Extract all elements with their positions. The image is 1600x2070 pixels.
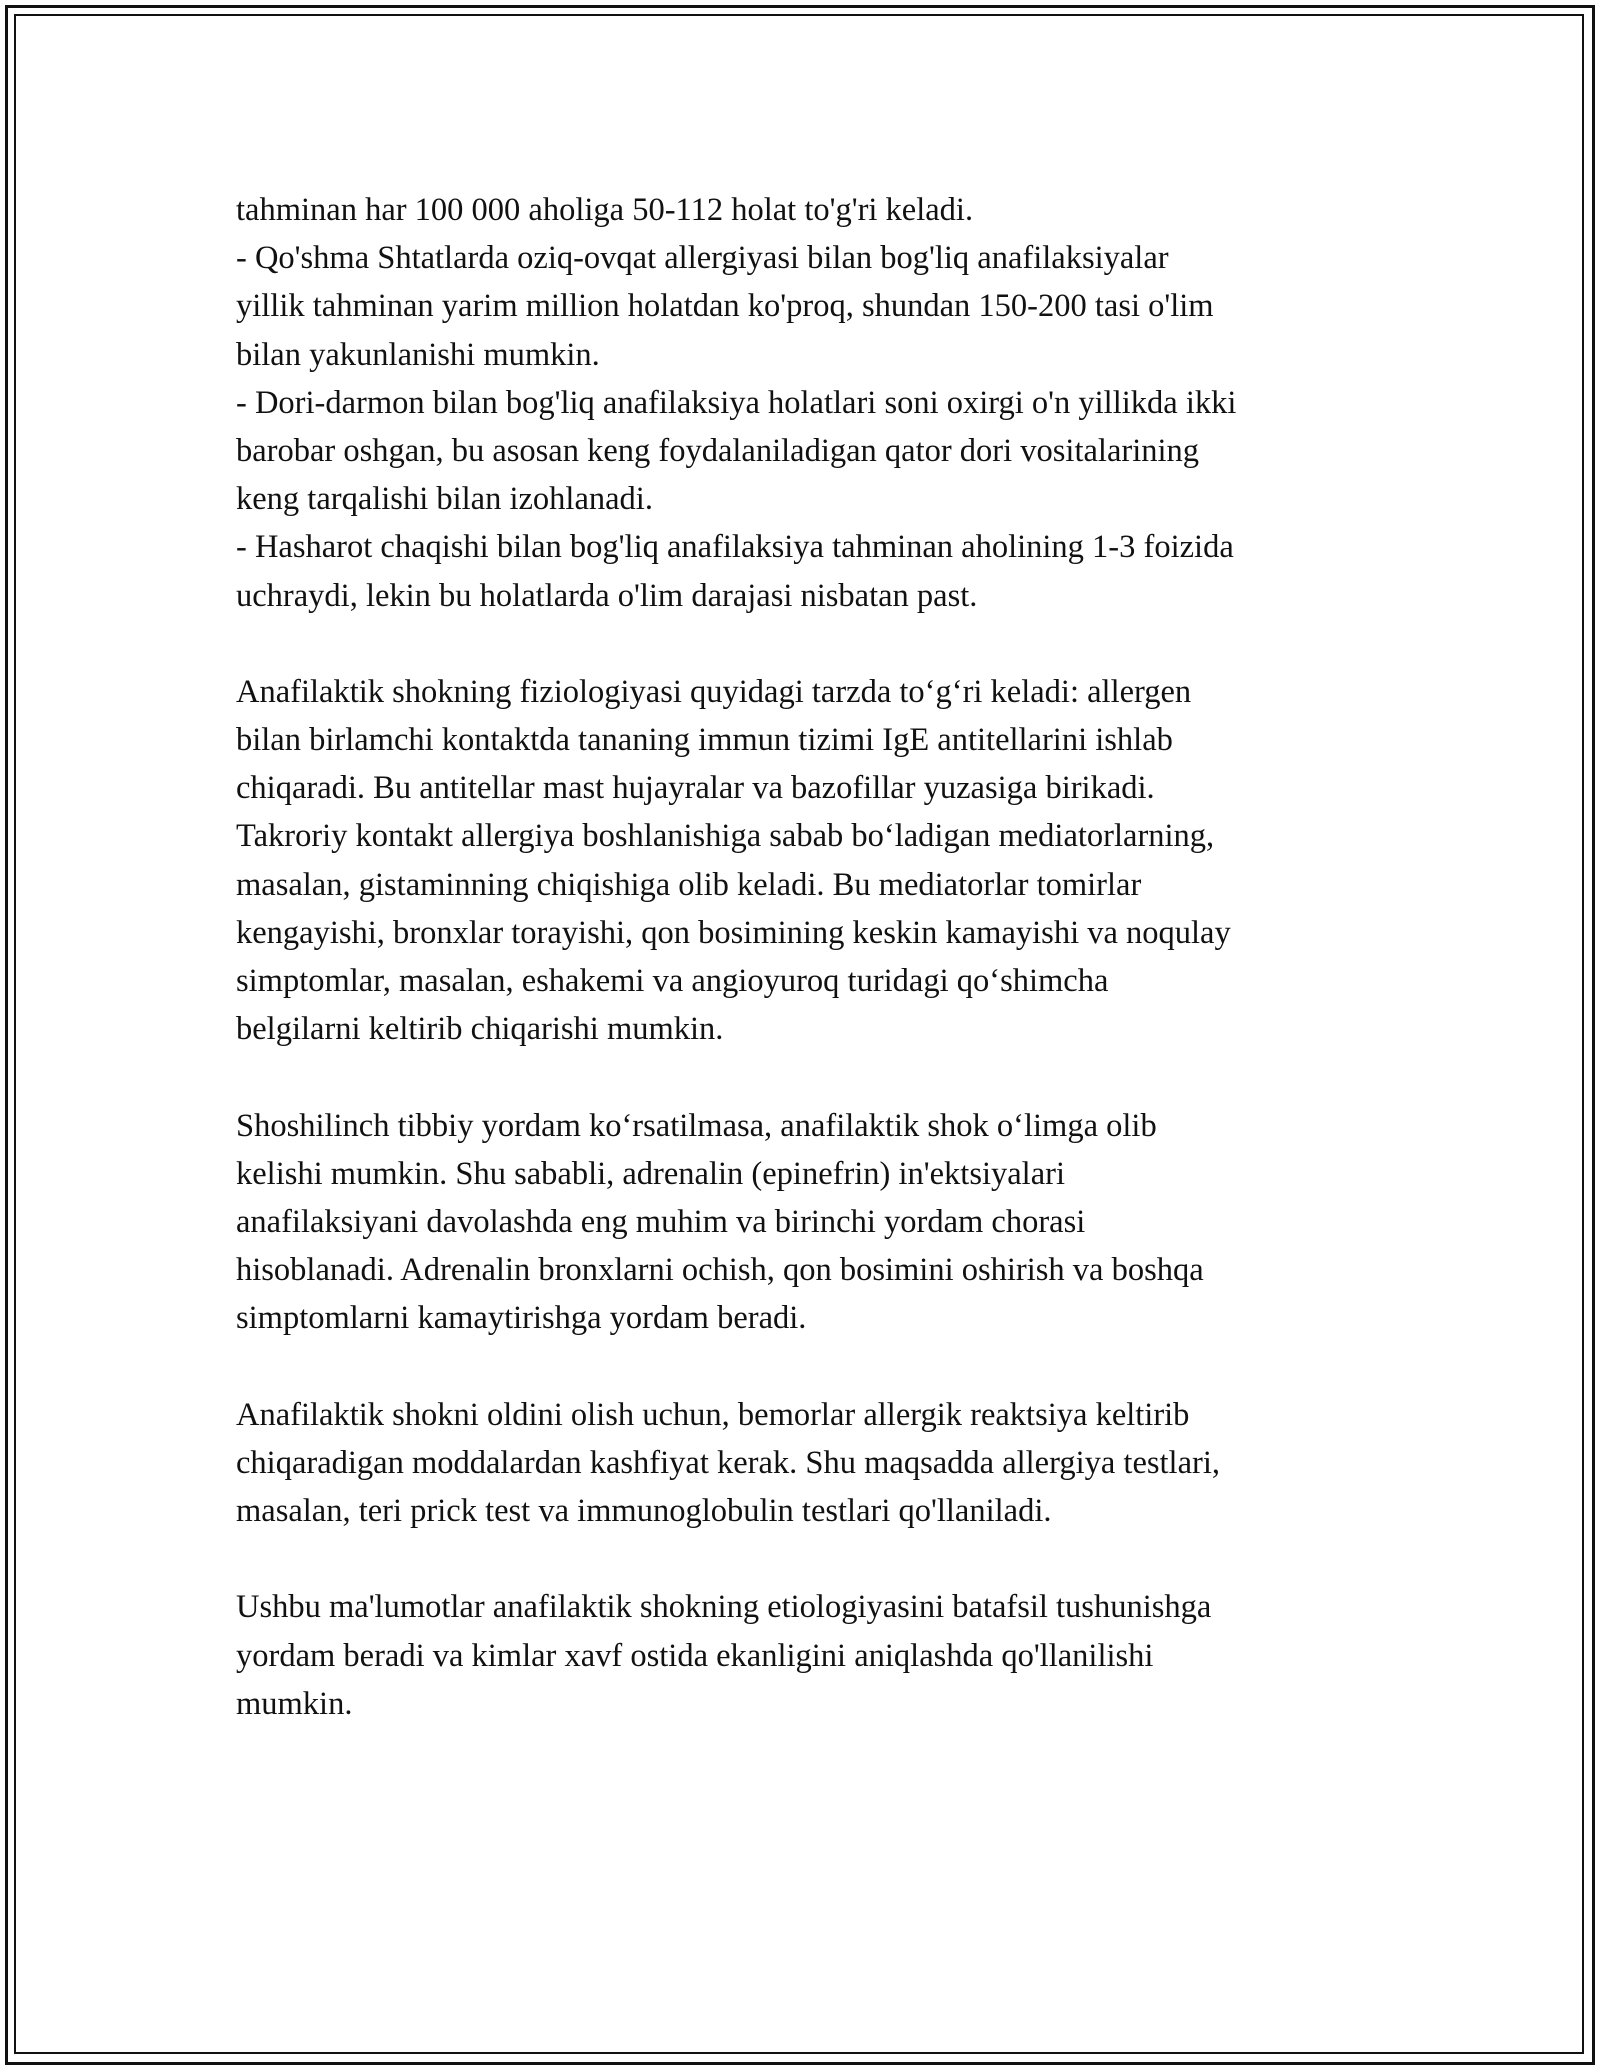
text-line: masalan, teri prick test va immunoglobulin testlari qo'llaniladi. <box>236 1493 1052 1530</box>
text-line: hisoblanadi. Adrenalin bronxlarni ochish, qon bosimini oshirish va boshqa <box>236 1252 1204 1289</box>
document-body <box>236 186 1386 1728</box>
text-line: barobar oshgan, bu asosan keng foydalaniladigan qator dori vositalarining <box>236 432 1200 469</box>
text-line: yordam beradi va kimlar xavf ostida ekanligini aniqlashda qo'llanilishi <box>236 1637 1154 1674</box>
paragraph-gap <box>236 1535 1386 1583</box>
text-line: bilan yakunlanishi mumkin. <box>236 336 600 373</box>
paragraph-gap <box>236 1343 1386 1391</box>
text-line: - Hasharot chaqishi bilan bog'liq anafilaksiya tahminan aholining 1-3 foizida <box>236 529 1234 566</box>
text-line: Anafilaktik shokni oldini olish uchun, bemorlar allergik reaktsiya keltirib <box>236 1396 1190 1433</box>
text-line: keng tarqalishi bilan izohlanadi. <box>236 481 653 518</box>
text-line: bilan birlamchi kontaktda tananing immun tizimi IgE antitellarini ishlab <box>236 722 1173 759</box>
paragraph-emergency <box>236 1102 1386 1343</box>
paragraph-gap <box>236 1053 1386 1101</box>
paragraph-prevention <box>236 1391 1386 1536</box>
paragraph-statistics <box>236 186 1386 620</box>
text-line: masalan, gistaminning chiqishiga olib keladi. Bu mediatorlar tomirlar <box>236 866 1142 903</box>
text-line: uchraydi, lekin bu holatlarda o'lim darajasi nisbatan past. <box>236 577 978 614</box>
text-line: Shoshilinch tibbiy yordam ko‘rsatilmasa, anafilaktik shok o‘limga olib <box>236 1107 1157 1144</box>
text-line: anafilaksiyani davolashda eng muhim va birinchi yordam chorasi <box>236 1203 1086 1240</box>
text-line: simptomlarni kamaytirishga yordam beradi. <box>236 1300 807 1337</box>
text-line: - Dori-darmon bilan bog'liq anafilaksiya holatlari soni oxirgi o'n yillikda ikki <box>236 384 1237 421</box>
text-line: - Qo'shma Shtatlarda oziq-ovqat allergiyasi bilan bog'liq anafilaksiyalar <box>236 240 1169 277</box>
text-line: mumkin. <box>236 1685 353 1722</box>
text-line: Ushbu ma'lumotlar anafilaktik shokning etiologiyasini batafsil tushunishga <box>236 1589 1212 1626</box>
text-line: Anafilaktik shokning fiziologiyasi quyidagi tarzda to‘g‘ri keladi: allergen <box>236 673 1192 710</box>
text-line: yillik tahminan yarim million holatdan ko'proq, shundan 150-200 tasi o'lim <box>236 288 1214 325</box>
text-line: chiqaradi. Bu antitellar mast hujayralar va bazofillar yuzasiga birikadi. <box>236 770 1155 807</box>
paragraph-conclusion <box>236 1583 1386 1728</box>
text-line: tahminan har 100 000 aholiga 50-112 holat to'g'ri keladi. <box>236 192 974 228</box>
text-line: kelishi mumkin. Shu sababli, adrenalin (epinefrin) in'ektsiyalari <box>236 1155 1065 1192</box>
text-line: belgilarni keltirib chiqarishi mumkin. <box>236 1011 724 1048</box>
text-line: kengayishi, bronxlar torayishi, qon bosimining keskin kamayishi va noqulay <box>236 914 1231 951</box>
text-line: simptomlar, masalan, eshakemi va angioyuroq turidagi qo‘shimcha <box>236 963 1109 999</box>
paragraph-physiology <box>236 668 1386 1054</box>
text-line: Takroriy kontakt allergiya boshlanishiga sabab bo‘ladigan mediatorlarning, <box>236 818 1215 855</box>
text-line: chiqaradigan moddalardan kashfiyat kerak. Shu maqsadda allergiya testlari, <box>236 1444 1220 1481</box>
paragraph-gap <box>236 620 1386 668</box>
